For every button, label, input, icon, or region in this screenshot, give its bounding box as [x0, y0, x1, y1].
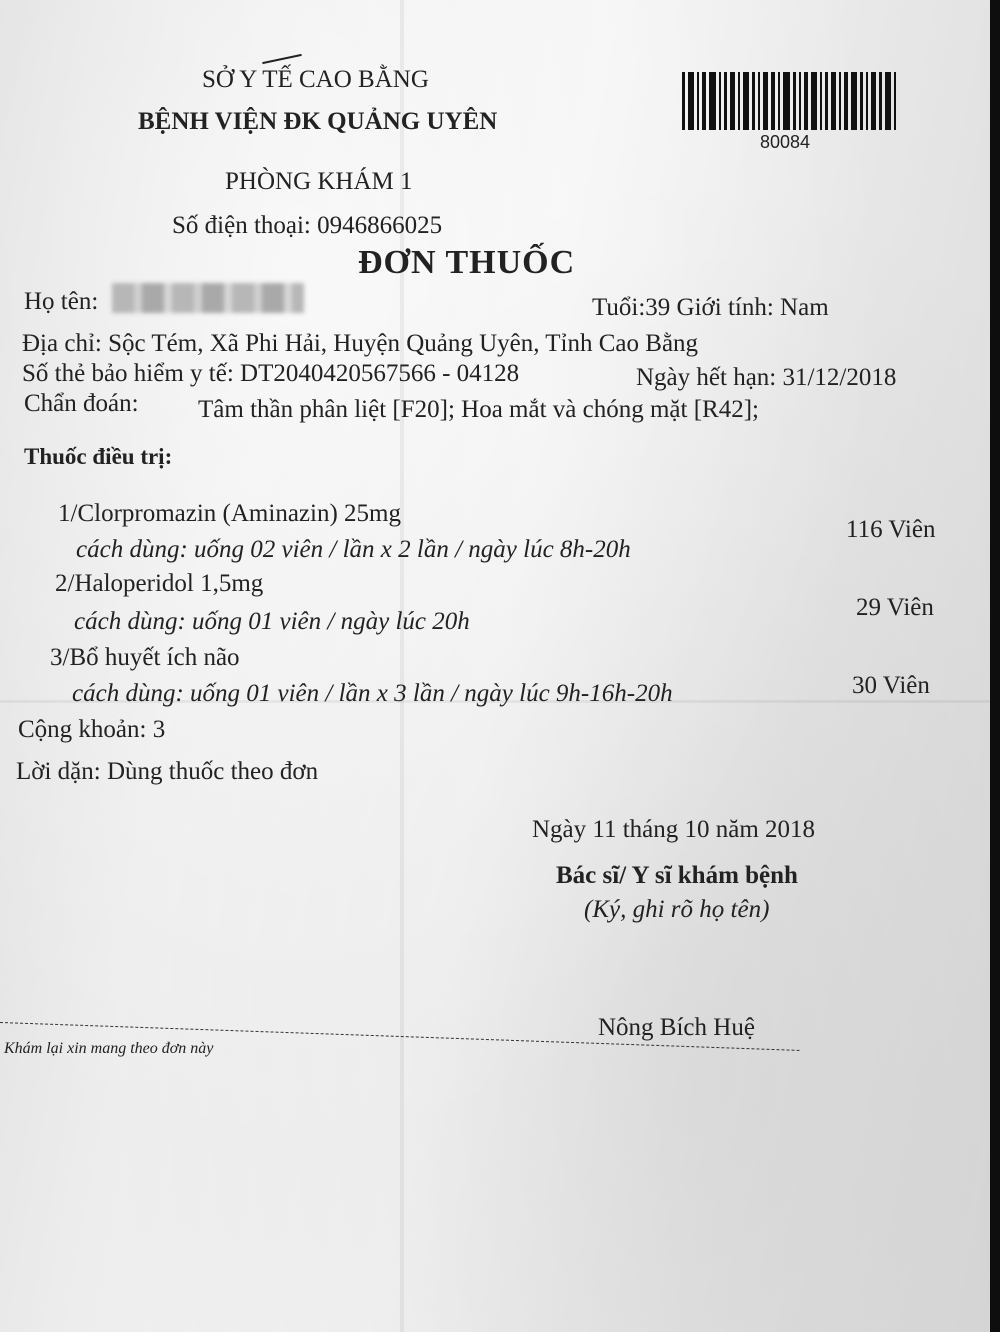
patient-age-gender: Tuổi:39 Giới tính: Nam [592, 294, 829, 321]
insurance-number: Số thẻ bảo hiểm y tế: DT2040420567566 - 04128 [22, 360, 520, 387]
barcode-icon [682, 72, 914, 130]
clinic-phone: Số điện thoại: 0946866025 [172, 212, 443, 239]
footer-note: Khám lại xin mang theo đơn này [4, 1040, 214, 1057]
total-items: Cộng khoản: 3 [18, 716, 166, 743]
medicine-quantity: 29 Viên [856, 594, 934, 621]
department-name: SỞ Y TẾ CAO BẰNG [202, 66, 429, 93]
hospital-name: BỆNH VIỆN ĐK QUẢNG UYÊN [138, 108, 498, 135]
doctor-name: Nông Bích Huệ [598, 1014, 755, 1041]
strike-mark [262, 54, 302, 64]
doctor-advice: Lời dặn: Dùng thuốc theo đơn [16, 758, 319, 785]
barcode-number: 80084 [760, 132, 811, 152]
prescription-date: Ngày 11 tháng 10 năm 2018 [532, 816, 816, 843]
patient-name-label: Họ tên: [24, 288, 99, 315]
medicine-name: 1/Clorpromazin (Aminazin) 25mg [58, 500, 401, 527]
signature-instruction: (Ký, ghi rõ họ tên) [584, 896, 770, 923]
document-title: ĐƠN THUỐC [358, 244, 576, 281]
doctor-role: Bác sĩ/ Y sĩ khám bệnh [556, 862, 798, 889]
medicine-quantity: 116 Viên [846, 516, 936, 543]
medicine-usage: cách dùng: uống 01 viên / ngày lúc 20h [74, 608, 470, 635]
clinic-name: PHÒNG KHÁM 1 [225, 168, 413, 195]
treatment-label: Thuốc điều trị: [24, 444, 173, 469]
diagnosis-text: Tâm thần phân liệt [F20]; Hoa mắt và chóng mặt [R42]; [198, 396, 759, 423]
medicine-quantity: 30 Viên [852, 672, 930, 699]
medicine-name: 2/Haloperidol 1,5mg [55, 570, 264, 597]
diagnosis-label: Chẩn đoán: [24, 390, 139, 417]
patient-address: Địa chỉ: Sộc Tém, Xã Phi Hải, Huyện Quảng Uyên, Tỉnh Cao Bằng [22, 330, 699, 357]
medicine-usage: cách dùng: uống 02 viên / lần x 2 lần / ngày lúc 8h-20h [76, 536, 631, 563]
redacted-name [112, 283, 304, 313]
medicine-usage: cách dùng: uống 01 viên / lần x 3 lần / ngày lúc 9h-16h-20h [72, 680, 673, 707]
insurance-expiry: Ngày hết hạn: 31/12/2018 [636, 364, 897, 391]
paper-fold [400, 0, 404, 1332]
medicine-name: 3/Bổ huyết ích não [50, 644, 240, 671]
